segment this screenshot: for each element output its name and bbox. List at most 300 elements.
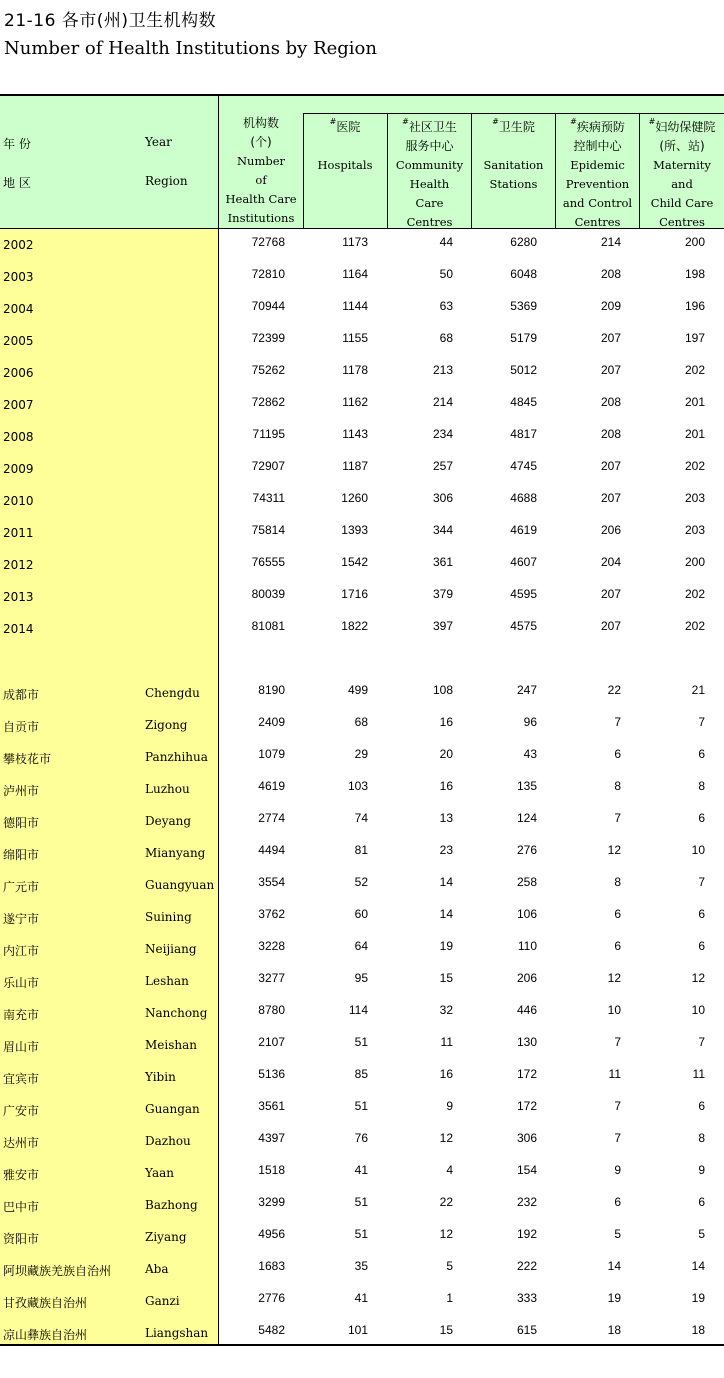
col-sanitation-stations-value: 135 — [516, 779, 537, 793]
region-name-cn: 泸州市 — [3, 784, 40, 798]
col-community-centres-value: 257 — [432, 459, 453, 473]
col-institutions-header — [219, 114, 303, 228]
col-hospitals-value: 1162 — [342, 395, 368, 409]
header-en-text: Health — [409, 177, 450, 191]
header-cn-text: 控制中心 — [573, 139, 622, 153]
region-row — [0, 933, 724, 965]
col-community-centres-value: 44 — [439, 235, 453, 249]
col-community-centres-value: 213 — [432, 363, 453, 377]
region-name-cn: 达州市 — [3, 1136, 40, 1150]
col-hospitals-value: 1187 — [342, 459, 368, 473]
col-community-centres-value: 68 — [439, 331, 453, 345]
col-maternity-value: 5 — [698, 1227, 705, 1241]
col-maternity-value: 7 — [698, 715, 705, 729]
header-cn-text: 机构数 — [242, 116, 279, 130]
year-row — [0, 325, 724, 357]
col-maternity-value: 202 — [684, 459, 705, 473]
col-maternity-value: 200 — [684, 235, 705, 249]
col-hospitals-value: 60 — [354, 907, 368, 921]
col-sanitation-stations-value: 306 — [516, 1131, 537, 1145]
region-name-cn: 德阳市 — [3, 816, 40, 830]
col-community-centres-value: 12 — [439, 1131, 453, 1145]
year-row — [0, 517, 724, 549]
col-institutions-value: 72907 — [251, 459, 285, 473]
col-maternity-value: 203 — [684, 523, 705, 537]
region-row — [0, 805, 724, 837]
region-name-cn: 眉山市 — [3, 1040, 40, 1054]
col-sanitation-stations-value: 4845 — [510, 395, 537, 409]
year-label: 2014 — [3, 622, 34, 636]
col-community-centres-value: 22 — [439, 1195, 453, 1209]
col-institutions-value: 72768 — [251, 235, 285, 249]
col-maternity-value: 9 — [698, 1163, 705, 1177]
col-community-centres-value: 9 — [446, 1099, 453, 1113]
header-cn-text: 卫生院 — [498, 120, 535, 134]
col-hospitals-value: 1155 — [342, 331, 368, 345]
region-row — [0, 1285, 724, 1317]
note-mark: # — [570, 117, 577, 126]
region-name-cn: 内江市 — [3, 944, 40, 958]
note-mark: # — [648, 117, 656, 126]
col-sanitation-stations-value: 222 — [516, 1259, 537, 1273]
col-sanitation-stations-value: 172 — [516, 1067, 537, 1081]
region-row — [0, 1189, 724, 1221]
col-institutions-value: 70944 — [251, 299, 285, 313]
col-institutions-value: 72399 — [251, 331, 285, 345]
col-community-centres-value: 234 — [432, 427, 453, 441]
col-maternity-value: 196 — [684, 299, 705, 313]
header-cn-line — [472, 114, 555, 137]
col-hospitals-value: 1143 — [342, 427, 368, 441]
region-row — [0, 1061, 724, 1093]
page-title-en: Number of Health Institutions by Region — [4, 38, 377, 59]
col-community-centres-value: 16 — [439, 715, 453, 729]
col-institutions-value: 5482 — [258, 1323, 285, 1337]
header-en-text: Child Care — [650, 196, 714, 210]
col-sanitation-stations-value: 615 — [516, 1323, 537, 1337]
col-community-centres-value: 16 — [439, 1067, 453, 1081]
col-sanitation-stations-value: 276 — [516, 843, 537, 857]
col-cdc-value: 207 — [600, 363, 621, 377]
col-cdc-value: 19 — [607, 1291, 621, 1305]
header-region-cn: 地 区 — [3, 176, 31, 190]
header-en-text: Health Care — [225, 192, 297, 206]
col-hospitals-value: 35 — [354, 1259, 368, 1273]
col-community-centres-value: 306 — [432, 491, 453, 505]
region-name-en: Meishan — [145, 1038, 197, 1052]
year-label: 2003 — [3, 270, 34, 284]
col-maternity-value: 6 — [698, 1195, 705, 1209]
col-sanitation-stations-value: 4607 — [510, 555, 537, 569]
region-name-en: Suining — [145, 910, 192, 924]
col-hospitals-header — [303, 114, 387, 228]
year-label: 2005 — [3, 334, 34, 348]
year-label: 2006 — [3, 366, 34, 380]
year-row — [0, 581, 724, 613]
col-institutions-value: 74311 — [252, 491, 285, 505]
col-institutions-value: 72810 — [251, 267, 285, 281]
region-name-cn: 雅安市 — [3, 1168, 40, 1182]
region-row — [0, 1125, 724, 1157]
col-sanitation-stations-value: 5369 — [510, 299, 537, 313]
col-institutions-value: 2409 — [258, 715, 285, 729]
col-cdc-value: 208 — [600, 395, 621, 409]
region-name-en: Dazhou — [145, 1134, 191, 1148]
col-sanitation-stations-value: 6048 — [510, 267, 537, 281]
col-institutions-value: 8190 — [258, 683, 285, 697]
col-hospitals-value: 51 — [354, 1227, 368, 1241]
col-hospitals-value: 1542 — [341, 555, 368, 569]
col-sanitation-stations-value: 258 — [516, 875, 537, 889]
col-cdc-value: 6 — [614, 747, 621, 761]
year-label: 2011 — [3, 526, 34, 540]
region-name-en: Leshan — [145, 974, 189, 988]
header-cn-text: 医院 — [336, 120, 361, 134]
col-cdc-value: 10 — [607, 1003, 621, 1017]
year-row — [0, 389, 724, 421]
header-en-text: Institutions — [227, 211, 295, 225]
header-en-text: Number — [236, 154, 286, 168]
col-cdc-value: 207 — [600, 331, 621, 345]
col-community-centres-value: 214 — [432, 395, 453, 409]
year-row — [0, 293, 724, 325]
col-community-centres-value: 344 — [432, 523, 453, 537]
region-name-en: Aba — [145, 1262, 169, 1276]
region-name-cn: 遂宁市 — [3, 912, 40, 926]
col-community-centres-value: 15 — [439, 971, 453, 985]
col-sanitation-stations-value: 154 — [516, 1163, 537, 1177]
col-maternity-value: 201 — [684, 395, 705, 409]
header-en-text: Maternity — [653, 158, 711, 172]
col-sanitation-stations-value: 106 — [516, 907, 537, 921]
col-community-centres-value: 23 — [439, 843, 453, 857]
col-hospitals-value: 1716 — [341, 587, 368, 601]
col-cdc-value: 9 — [614, 1163, 621, 1177]
col-institutions-value: 75262 — [251, 363, 285, 377]
region-name-cn: 绵阳市 — [3, 848, 40, 862]
col-maternity-value: 202 — [684, 619, 705, 633]
header-en-text: and — [671, 177, 693, 191]
col-community-centres-value: 63 — [439, 299, 453, 313]
col-sanitation-stations-header — [472, 114, 555, 228]
year-label: 2012 — [3, 558, 34, 572]
col-maternity-value: 21 — [691, 683, 705, 697]
col-community-centres-value: 20 — [439, 747, 453, 761]
header-cn-line — [303, 114, 387, 137]
col-maternity-value: 6 — [698, 747, 705, 761]
col-hospitals-value: 68 — [354, 715, 368, 729]
col-hospitals-value: 114 — [348, 1003, 368, 1017]
col-maternity-value: 10 — [691, 843, 705, 857]
col-cdc-value: 204 — [600, 555, 621, 569]
col-institutions-value: 1079 — [258, 747, 285, 761]
col-cdc-value: 207 — [600, 619, 621, 633]
col-maternity-value: 197 — [684, 331, 705, 345]
col-cdc-value: 207 — [600, 491, 621, 505]
year-label: 2002 — [3, 238, 34, 252]
region-name-en: Guangyuan — [145, 878, 215, 892]
col-community-centres-value: 15 — [439, 1323, 453, 1337]
region-row — [0, 1157, 724, 1189]
col-sanitation-stations-value: 446 — [516, 1003, 537, 1017]
col-maternity-value: 202 — [684, 587, 705, 601]
header-en-text: of — [255, 173, 267, 187]
col-maternity-value: 198 — [684, 267, 705, 281]
region-name-en: Luzhou — [145, 782, 190, 796]
col-community-centres-value: 19 — [439, 939, 453, 953]
region-name-en: Ziyang — [145, 1230, 187, 1244]
col-cdc-value: 206 — [600, 523, 621, 537]
col-cdc-value: 8 — [614, 779, 621, 793]
col-hospitals-value: 1173 — [342, 235, 368, 249]
region-name-cn: 甘孜藏族自治州 — [3, 1296, 88, 1310]
year-label: 2013 — [3, 590, 34, 604]
year-label: 2007 — [3, 398, 34, 412]
col-cdc-value: 207 — [600, 459, 621, 473]
col-cdc-value: 6 — [614, 939, 621, 953]
header-en-text: Epidemic — [570, 158, 625, 172]
region-name-en: Yaan — [145, 1166, 175, 1180]
region-name-cn: 攀枝花市 — [3, 752, 52, 766]
col-cdc-value: 6 — [614, 1195, 621, 1209]
col-institutions-value: 3554 — [258, 875, 285, 889]
year-row — [0, 261, 724, 293]
col-hospitals-value: 1393 — [341, 523, 368, 537]
col-sanitation-stations-value: 192 — [516, 1227, 537, 1241]
col-cdc-value: 207 — [600, 587, 621, 601]
region-name-cn: 广元市 — [3, 880, 40, 894]
header-cn-line — [388, 114, 471, 137]
col-cdc-value: 6 — [614, 907, 621, 921]
region-row — [0, 965, 724, 997]
year-label: 2010 — [3, 494, 34, 508]
header-stub-cell — [0, 96, 218, 228]
header-en-text: Sanitation — [483, 158, 544, 172]
col-institutions-value: 1683 — [258, 1259, 285, 1273]
header-cn-text: (所、站) — [659, 139, 705, 153]
col-hospitals-value: 95 — [354, 971, 368, 985]
region-name-en: Guangan — [145, 1102, 200, 1116]
col-cdc-value: 14 — [607, 1259, 621, 1273]
col-maternity-value: 12 — [691, 971, 705, 985]
col-cdc-header — [556, 114, 639, 228]
col-hospitals-value: 64 — [354, 939, 368, 953]
col-cdc-value: 208 — [600, 267, 621, 281]
col-institutions-value: 2776 — [258, 1291, 285, 1305]
header-cn-text: 服务中心 — [405, 139, 454, 153]
region-name-cn: 广安市 — [3, 1104, 40, 1118]
col-community-centres-value: 50 — [439, 267, 453, 281]
col-sanitation-stations-value: 4619 — [510, 523, 537, 537]
col-cdc-value: 12 — [607, 843, 621, 857]
col-community-centres-value: 379 — [432, 587, 453, 601]
region-row — [0, 1093, 724, 1125]
col-sanitation-stations-value: 206 — [516, 971, 537, 985]
col-community-centres-value: 4 — [446, 1163, 453, 1177]
col-sanitation-stations-value: 130 — [516, 1035, 537, 1049]
col-community-centres-value: 13 — [439, 811, 453, 825]
year-row — [0, 453, 724, 485]
col-sanitation-stations-value: 4575 — [510, 619, 537, 633]
col-cdc-value: 214 — [600, 235, 621, 249]
col-hospitals-value: 85 — [354, 1067, 368, 1081]
col-sanitation-stations-value: 124 — [516, 811, 537, 825]
region-name-en: Nanchong — [145, 1006, 208, 1020]
col-cdc-value: 5 — [614, 1227, 621, 1241]
col-sanitation-stations-value: 4595 — [510, 587, 537, 601]
col-hospitals-value: 51 — [354, 1035, 368, 1049]
header-cn-line — [556, 114, 639, 137]
col-cdc-value: 8 — [614, 875, 621, 889]
col-maternity-value: 8 — [698, 779, 705, 793]
col-maternity-value: 6 — [698, 939, 705, 953]
region-row — [0, 773, 724, 805]
col-community-centres-value: 1 — [446, 1291, 453, 1305]
col-hospitals-value: 1822 — [341, 619, 368, 633]
col-sanitation-stations-value: 333 — [516, 1291, 537, 1305]
region-name-en: Liangshan — [145, 1326, 209, 1340]
col-institutions-value: 1518 — [258, 1163, 285, 1177]
region-name-cn: 凉山彝族自治州 — [3, 1328, 88, 1342]
col-community-centres-value: 14 — [439, 907, 453, 921]
col-sanitation-stations-value: 5012 — [510, 363, 537, 377]
year-row — [0, 357, 724, 389]
region-name-en: Ganzi — [145, 1294, 180, 1308]
header-cn-text: (个) — [250, 135, 272, 149]
region-row — [0, 709, 724, 741]
col-community-centres-value: 32 — [439, 1003, 453, 1017]
col-sanitation-stations-value: 43 — [523, 747, 537, 761]
note-mark: # — [329, 117, 337, 126]
col-maternity-value: 200 — [684, 555, 705, 569]
col-hospitals-value: 1178 — [342, 363, 368, 377]
col-institutions-value: 3228 — [258, 939, 285, 953]
region-name-en: Panzhihua — [145, 750, 208, 764]
col-institutions-value: 3762 — [258, 907, 285, 921]
region-name-cn: 乐山市 — [3, 976, 40, 990]
header-spacer — [303, 137, 387, 156]
col-maternity-value: 201 — [684, 427, 705, 441]
col-maternity-value: 7 — [698, 875, 705, 889]
col-sanitation-stations-value: 232 — [516, 1195, 537, 1209]
col-cdc-value: 11 — [608, 1067, 621, 1081]
col-cdc-value: 7 — [614, 1099, 621, 1113]
col-community-centres-value: 361 — [432, 555, 453, 569]
col-hospitals-value: 41 — [354, 1163, 368, 1177]
region-name-en: Chengdu — [145, 686, 200, 700]
col-hospitals-value: 103 — [347, 779, 368, 793]
region-name-en: Mianyang — [145, 846, 206, 860]
col-hospitals-value: 499 — [347, 683, 368, 697]
region-row — [0, 869, 724, 901]
col-cdc-value: 7 — [614, 1131, 621, 1145]
region-row — [0, 1221, 724, 1253]
col-cdc-value: 209 — [600, 299, 621, 313]
table-bottom-rule — [0, 1344, 724, 1346]
year-label: 2009 — [3, 462, 34, 476]
col-sanitation-stations-value: 110 — [517, 939, 537, 953]
col-maternity-value: 6 — [698, 811, 705, 825]
region-name-cn: 资阳市 — [3, 1232, 40, 1246]
header-en-text: Care — [415, 196, 444, 210]
col-hospitals-value: 81 — [354, 843, 368, 857]
col-cdc-value: 22 — [607, 683, 621, 697]
col-institutions-value: 4956 — [258, 1227, 285, 1241]
year-row — [0, 421, 724, 453]
col-cdc-value: 208 — [600, 427, 621, 441]
header-year-cn: 年 份 — [3, 137, 31, 151]
region-row — [0, 997, 724, 1029]
header-en-text: Community — [395, 158, 464, 172]
region-row — [0, 837, 724, 869]
year-row — [0, 613, 724, 645]
year-label: 2004 — [3, 302, 34, 316]
col-institutions-value: 4494 — [258, 843, 285, 857]
col-maternity-value: 6 — [698, 907, 705, 921]
col-institutions-value: 75814 — [251, 523, 285, 537]
col-hospitals-value: 74 — [354, 811, 368, 825]
header-cn-text: 疾病预防 — [576, 120, 625, 134]
col-institutions-value: 2107 — [258, 1035, 285, 1049]
col-community-centres-value: 11 — [440, 1035, 453, 1049]
header-cn-line — [640, 114, 724, 137]
col-hospitals-value: 52 — [354, 875, 368, 889]
col-maternity-value: 203 — [684, 491, 705, 505]
note-mark: # — [402, 117, 409, 126]
col-cdc-value: 18 — [607, 1323, 621, 1337]
year-row — [0, 229, 724, 261]
col-hospitals-value: 1144 — [342, 299, 368, 313]
col-cdc-value: 7 — [614, 715, 621, 729]
col-community-centres-value: 108 — [432, 683, 453, 697]
col-institutions-value: 81081 — [251, 619, 285, 633]
col-maternity-value: 7 — [698, 1035, 705, 1049]
col-hospitals-value: 1164 — [342, 267, 368, 281]
col-maternity-value: 10 — [691, 1003, 705, 1017]
col-cdc-value: 12 — [607, 971, 621, 985]
col-maternity-value: 6 — [698, 1099, 705, 1113]
region-name-cn: 成都市 — [3, 688, 40, 702]
region-name-en: Bazhong — [145, 1198, 198, 1212]
col-sanitation-stations-value: 4817 — [510, 427, 537, 441]
col-community-centres-header — [388, 114, 471, 228]
region-name-en: Neijiang — [145, 942, 197, 956]
col-institutions-value: 4397 — [258, 1131, 285, 1145]
col-cdc-value: 7 — [614, 811, 621, 825]
header-en-text: Centres — [659, 215, 705, 229]
header-spacer — [472, 137, 555, 156]
region-name-cn: 自贡市 — [3, 720, 40, 734]
col-sanitation-stations-value: 4745 — [510, 459, 537, 473]
region-name-cn: 阿坝藏族羌族自治州 — [3, 1264, 112, 1278]
header-cn-text: 妇幼保健院 — [655, 120, 716, 134]
header-en-text: and Control — [562, 196, 633, 210]
col-community-centres-value: 16 — [439, 779, 453, 793]
col-hospitals-value: 29 — [354, 747, 368, 761]
col-hospitals-value: 51 — [354, 1099, 368, 1113]
year-row — [0, 549, 724, 581]
col-institutions-value: 71195 — [252, 427, 285, 441]
region-name-en: Zigong — [145, 718, 188, 732]
col-sanitation-stations-value: 247 — [516, 683, 537, 697]
col-cdc-value: 7 — [614, 1035, 621, 1049]
col-hospitals-value: 51 — [354, 1195, 368, 1209]
header-en-text: Prevention — [565, 177, 630, 191]
header-cn-text: 社区卫生 — [408, 120, 457, 134]
col-community-centres-value: 12 — [439, 1227, 453, 1241]
col-maternity-value: 19 — [691, 1291, 705, 1305]
col-maternity-header — [640, 114, 724, 228]
